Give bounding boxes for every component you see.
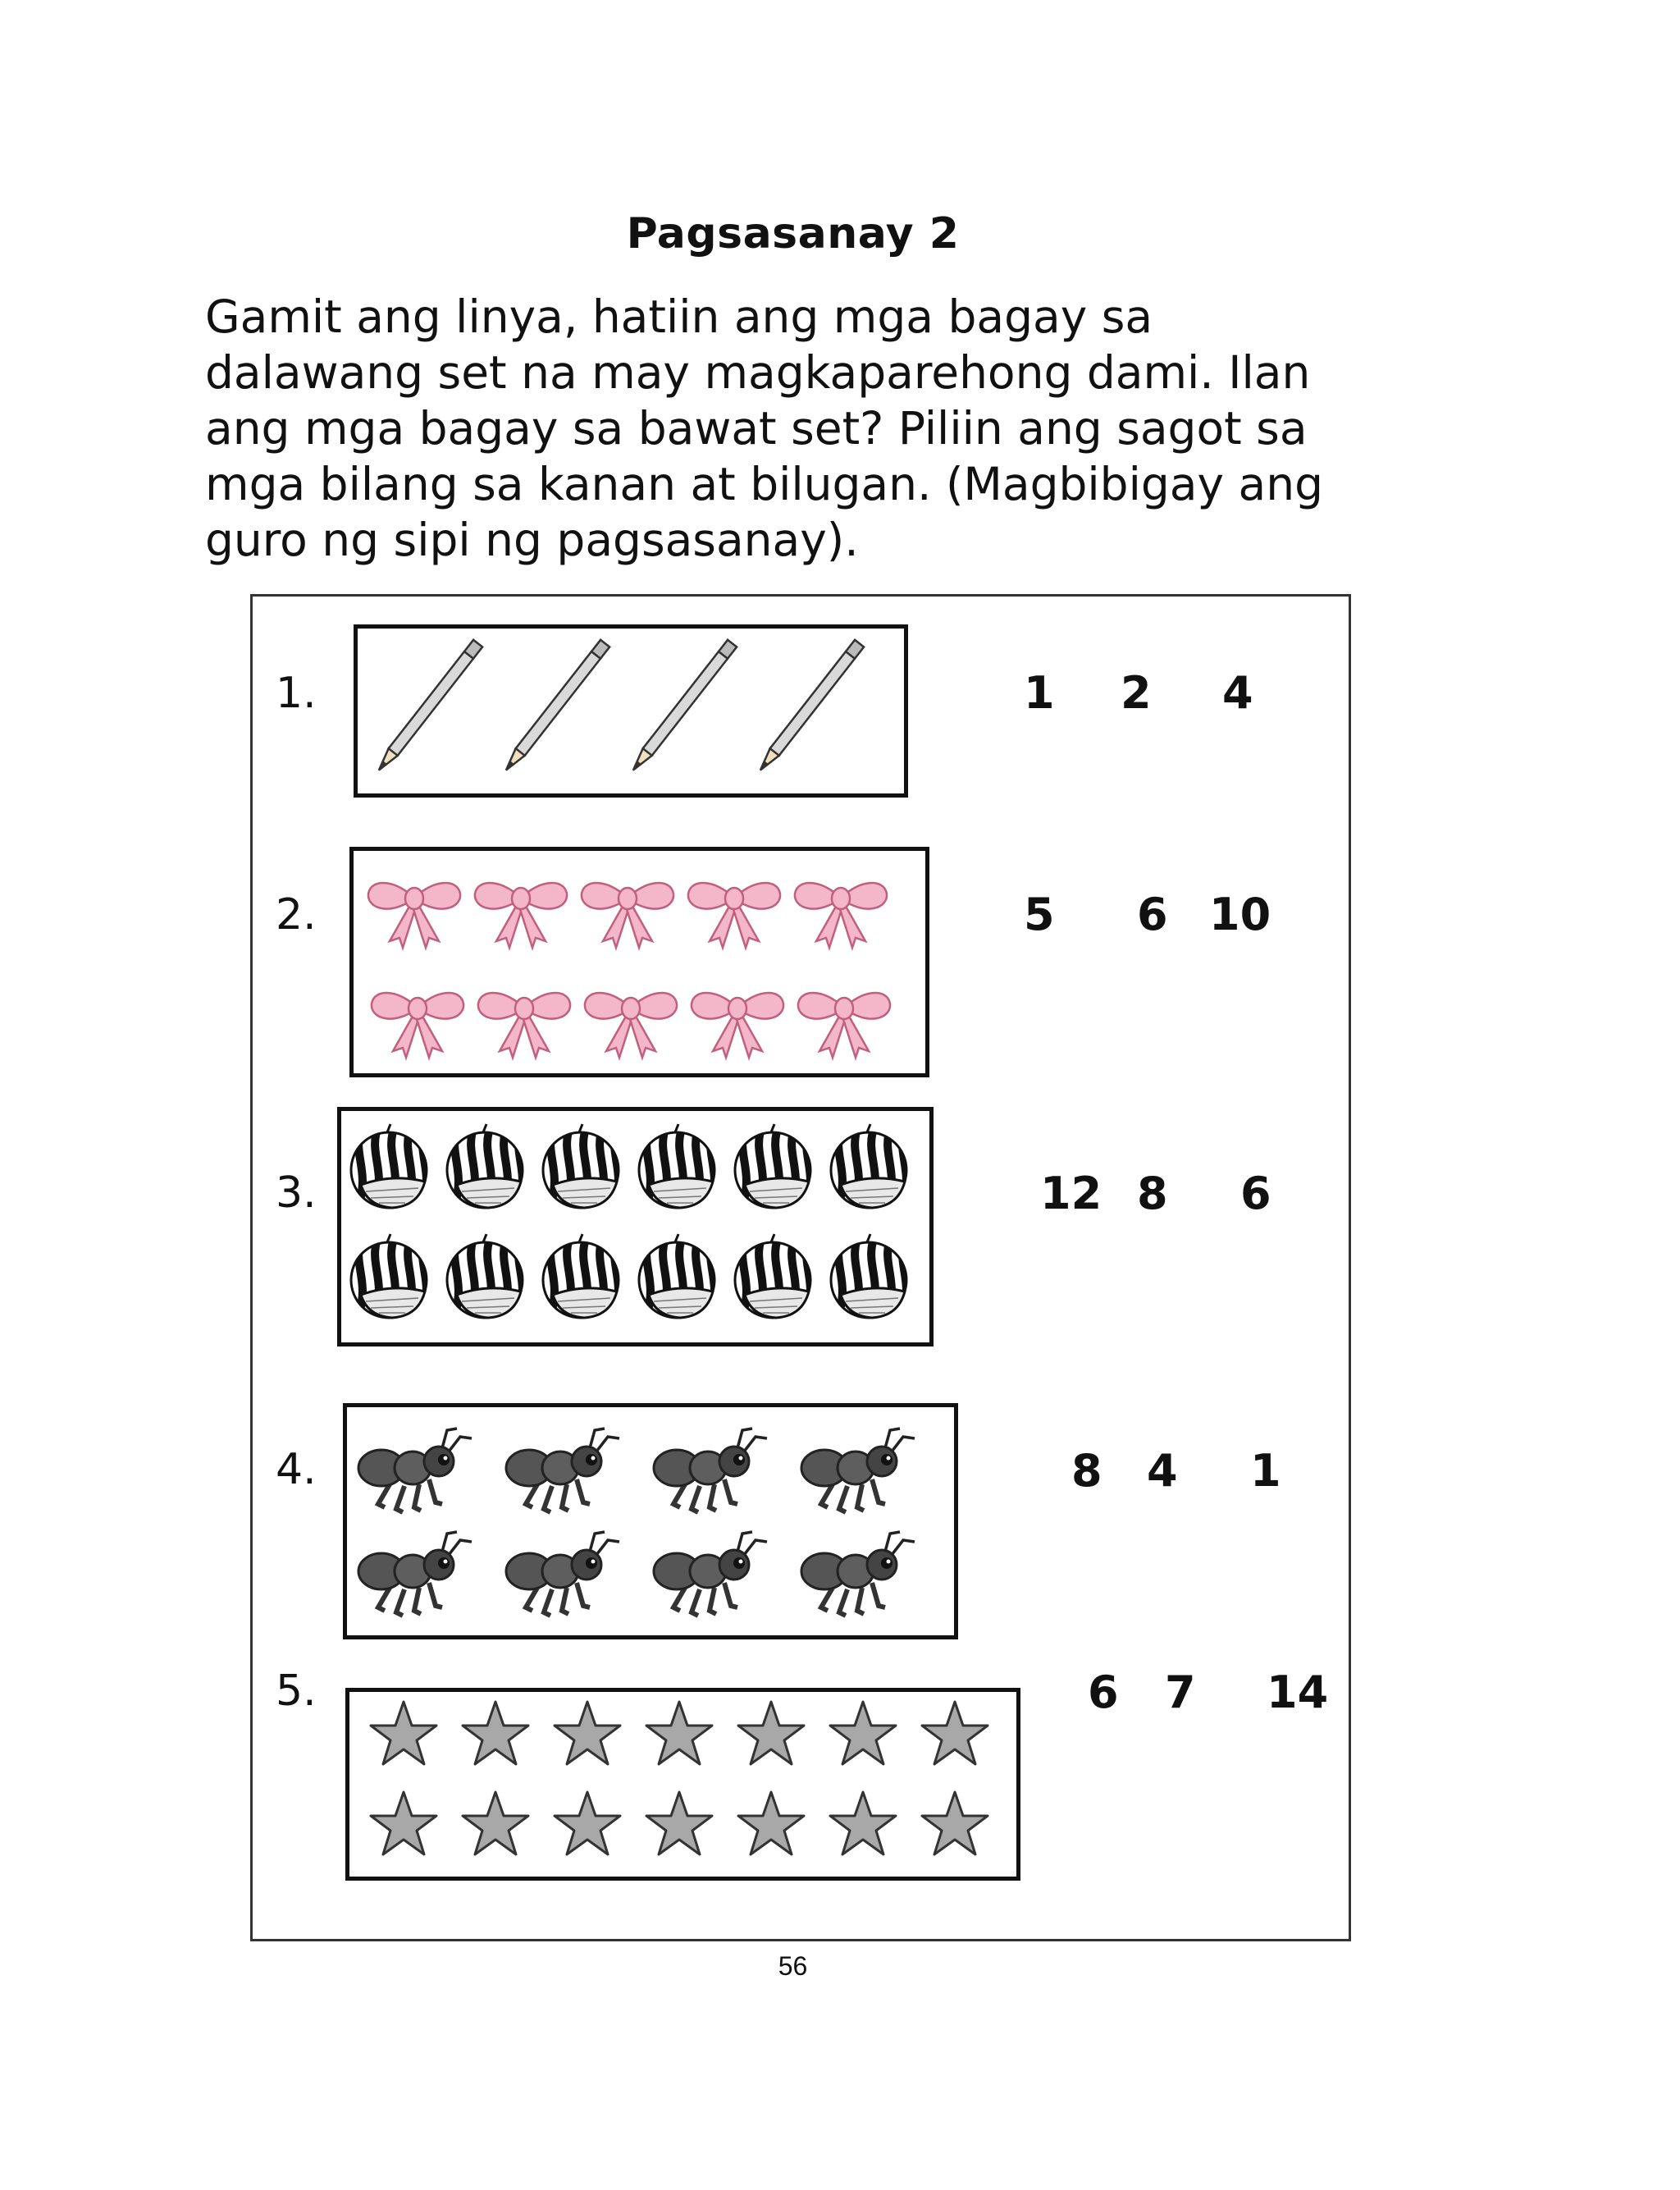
watermelon-icon xyxy=(639,1234,714,1318)
star-icon xyxy=(738,1792,804,1854)
answer-choice[interactable]: 5 xyxy=(1024,889,1055,940)
worksheet-frame xyxy=(250,594,1351,1941)
pencil-icon xyxy=(628,640,737,774)
ant-icon xyxy=(358,1429,472,1512)
answer-choice[interactable]: 2 xyxy=(1121,667,1152,719)
answer-choices xyxy=(1024,889,1303,946)
instruction-line: Gamit ang linya, hatiin ang mga bagay sa xyxy=(205,290,1153,343)
objects-box-stars[interactable] xyxy=(345,1688,1020,1881)
answer-choice[interactable]: 14 xyxy=(1267,1667,1329,1718)
pencil-icon xyxy=(374,640,482,774)
answer-choice[interactable]: 8 xyxy=(1137,1168,1168,1219)
watermelon-icon xyxy=(447,1234,523,1318)
answer-choice[interactable]: 1 xyxy=(1024,667,1055,719)
ribbon-bow-icon xyxy=(368,883,460,948)
item-number: 4. xyxy=(276,1445,317,1494)
answer-choice[interactable]: 6 xyxy=(1137,889,1168,940)
worksheet-title: Pagsasanay 2 xyxy=(626,209,960,258)
ant-icon xyxy=(654,1429,767,1512)
ribbon-bow-icon xyxy=(688,883,780,948)
star-icon xyxy=(463,1702,528,1764)
ribbon-bow-icon xyxy=(372,993,463,1058)
item-number: 5. xyxy=(276,1667,317,1716)
star-icon xyxy=(555,1702,620,1764)
watermelon-icon xyxy=(543,1234,619,1318)
star-icon xyxy=(646,1792,712,1854)
instruction-line: dalawang set na may magkaparehong dami. Ilan xyxy=(205,346,1311,399)
star-icon xyxy=(555,1792,620,1854)
star-icon xyxy=(830,1702,896,1764)
ribbon-bow-icon xyxy=(475,883,567,948)
pencil-icon xyxy=(501,640,609,774)
star-icon xyxy=(371,1702,436,1764)
answer-choice[interactable]: 6 xyxy=(1088,1667,1119,1718)
page-number: 56 xyxy=(778,1951,808,1981)
item-number: 2. xyxy=(276,890,317,940)
star-icon xyxy=(371,1792,436,1854)
watermelon-icon xyxy=(831,1124,906,1208)
answer-choice[interactable]: 4 xyxy=(1147,1445,1178,1497)
star-icon xyxy=(463,1792,528,1854)
pencil-icon xyxy=(756,640,864,774)
answer-choices xyxy=(1088,1667,1350,1724)
instruction-line: mga bilang sa kanan at bilugan. (Magbibigay ang xyxy=(205,458,1323,510)
answer-choice[interactable]: 12 xyxy=(1040,1168,1102,1219)
objects-box-pencils[interactable] xyxy=(354,624,908,798)
item-number: 1. xyxy=(276,669,317,718)
watermelon-icon xyxy=(639,1124,714,1208)
instruction-line: guro ng sipi ng pagsasanay). xyxy=(205,514,859,566)
objects-box-watermelons[interactable] xyxy=(337,1107,934,1346)
watermelon-icon xyxy=(447,1124,523,1208)
answer-choices xyxy=(1071,1445,1334,1502)
ribbon-bow-icon xyxy=(478,993,570,1058)
ant-icon xyxy=(358,1532,472,1616)
watermelon-icon xyxy=(735,1124,810,1208)
instructions xyxy=(205,289,1395,568)
answer-choice[interactable]: 6 xyxy=(1240,1168,1271,1219)
watermelon-icon xyxy=(351,1234,427,1318)
answer-choices xyxy=(1040,1168,1319,1225)
objects-box-bows[interactable] xyxy=(349,847,929,1077)
ant-icon xyxy=(801,1429,915,1512)
ant-icon xyxy=(506,1429,619,1512)
objects-box-ants[interactable] xyxy=(343,1403,958,1639)
ribbon-bow-icon xyxy=(585,993,677,1058)
ribbon-bow-icon xyxy=(795,883,887,948)
answer-choice[interactable]: 10 xyxy=(1209,889,1271,940)
answer-choice[interactable]: 7 xyxy=(1165,1667,1196,1718)
ant-icon xyxy=(654,1532,767,1616)
item-number: 3. xyxy=(276,1168,317,1218)
ribbon-bow-icon xyxy=(582,883,673,948)
star-icon xyxy=(738,1702,804,1764)
instruction-line: ang mga bagay sa bawat set? Piliin ang sagot sa xyxy=(205,402,1308,455)
star-icon xyxy=(830,1792,896,1854)
watermelon-icon xyxy=(831,1234,906,1318)
star-icon xyxy=(646,1702,712,1764)
star-icon xyxy=(922,1702,988,1764)
star-icon xyxy=(922,1792,988,1854)
ribbon-bow-icon xyxy=(798,993,890,1058)
ant-icon xyxy=(506,1532,619,1616)
answer-choice[interactable]: 4 xyxy=(1222,667,1253,719)
answer-choices xyxy=(1024,667,1303,725)
answer-choice[interactable]: 8 xyxy=(1071,1445,1102,1497)
watermelon-icon xyxy=(735,1234,810,1318)
ribbon-bow-icon xyxy=(692,993,783,1058)
watermelon-icon xyxy=(543,1124,619,1208)
ant-icon xyxy=(801,1532,915,1616)
answer-choice[interactable]: 1 xyxy=(1250,1445,1281,1497)
watermelon-icon xyxy=(351,1124,427,1208)
